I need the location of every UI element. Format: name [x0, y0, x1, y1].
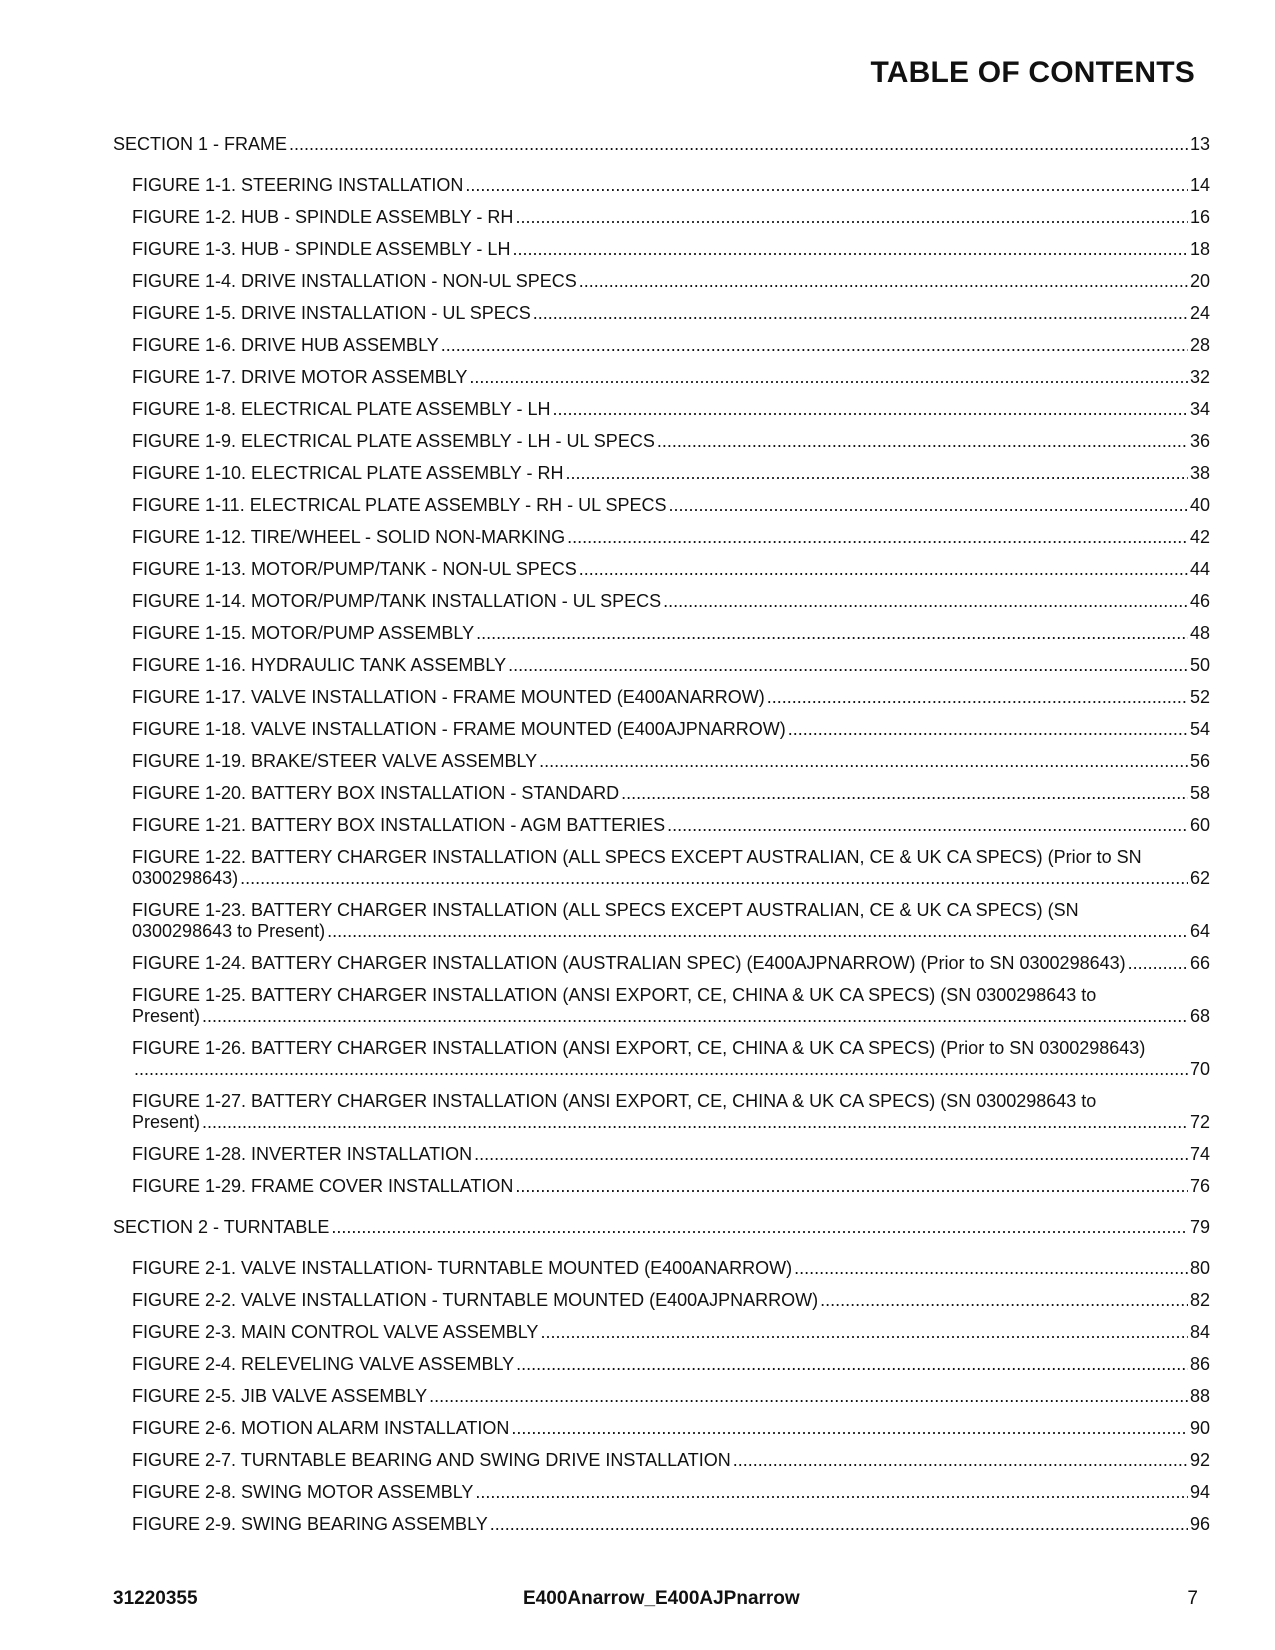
toc-page-number: 54 [1189, 719, 1210, 739]
toc-figure-entry[interactable] [132, 623, 1210, 644]
dot-leader [490, 1514, 1188, 1535]
toc-figure-entry[interactable] [132, 559, 1210, 580]
toc-entry-label: FIGURE 1-24. BATTERY CHARGER INSTALLATION (AUSTRALIAN SPEC) (E400AJPNARROW) (Prior to SN 0300298643) [132, 953, 1126, 973]
toc-figure-entry[interactable] [132, 431, 1210, 452]
toc-figure-entry[interactable] [132, 687, 1210, 708]
toc-entry-label: FIGURE 1-20. BATTERY BOX INSTALLATION - STANDARD [132, 783, 620, 803]
toc-entry-row[interactable] [132, 1418, 1210, 1439]
dot-leader [441, 335, 1188, 356]
toc-page-number: 56 [1189, 751, 1210, 771]
toc-page-number: 94 [1189, 1482, 1210, 1502]
toc-page-number: 92 [1189, 1450, 1210, 1470]
dot-leader [511, 1418, 1188, 1439]
toc-entry-label: FIGURE 1-3. HUB - SPINDLE ASSEMBLY - LH [132, 239, 511, 259]
dot-leader [667, 815, 1188, 836]
toc-figure-entry[interactable] [132, 1258, 1210, 1279]
toc-entry-row[interactable] [132, 1258, 1210, 1279]
toc-page-number: 50 [1189, 655, 1210, 675]
toc-entry-label: FIGURE 1-4. DRIVE INSTALLATION - NON-UL SPECS [132, 271, 577, 291]
footer-page-number: 7 [1187, 1588, 1198, 1609]
toc-figure-entry[interactable] [132, 495, 1210, 516]
toc-entry-label: FIGURE 1-6. DRIVE HUB ASSEMBLY [132, 335, 439, 355]
toc-entry-row[interactable] [132, 868, 1210, 889]
dot-leader [202, 1006, 1188, 1027]
toc-page-number: 74 [1189, 1144, 1210, 1164]
toc-entry-label: 0300298643) [132, 868, 239, 888]
toc-figure-entry[interactable] [132, 303, 1210, 324]
toc-entry-label: FIGURE 1-8. ELECTRICAL PLATE ASSEMBLY - LH [132, 399, 551, 419]
toc-entry-row[interactable] [132, 335, 1210, 356]
toc-entry-row[interactable] [132, 175, 1210, 196]
toc-entry-line: FIGURE 1-27. BATTERY CHARGER INSTALLATION (ANSI EXPORT, CE, CHINA & UK CA SPECS) (SN 0300298643 to [132, 1091, 1097, 1111]
toc-entry-row[interactable] [132, 1112, 1210, 1133]
dot-leader [515, 1176, 1188, 1197]
toc-figure-entry[interactable] [132, 783, 1210, 804]
dot-leader [733, 1450, 1188, 1471]
toc-page-number: 60 [1189, 815, 1210, 835]
toc-page-number: 13 [1189, 134, 1210, 154]
dot-leader [533, 303, 1188, 324]
toc-entry-row[interactable] [132, 783, 1210, 804]
toc-figure-entry[interactable] [132, 591, 1210, 612]
toc-section-entry[interactable] [113, 1217, 1210, 1238]
toc-page-number: 76 [1189, 1176, 1210, 1196]
toc-entry-label: FIGURE 2-7. TURNTABLE BEARING AND SWING DRIVE INSTALLATION [132, 1450, 731, 1470]
dot-leader [540, 1322, 1188, 1343]
toc-entry-row[interactable] [132, 271, 1210, 292]
dot-leader [579, 271, 1188, 292]
toc-page-number: 84 [1189, 1322, 1210, 1342]
toc-entry-label: FIGURE 1-10. ELECTRICAL PLATE ASSEMBLY - RH [132, 463, 564, 483]
toc-page-number: 32 [1189, 367, 1210, 387]
toc-page-number: 24 [1189, 303, 1210, 323]
toc-entry-row[interactable] [113, 134, 1210, 155]
toc-figure-entry[interactable] [132, 655, 1210, 676]
dot-leader [565, 463, 1188, 484]
toc-entry-label: FIGURE 1-19. BRAKE/STEER VALVE ASSEMBLY [132, 751, 538, 771]
toc-figure-entry[interactable] [132, 1386, 1210, 1407]
toc-entry-row[interactable] [132, 1450, 1210, 1471]
dot-leader [552, 399, 1188, 420]
dot-leader [663, 591, 1188, 612]
toc-entry-row[interactable] [132, 1386, 1210, 1407]
dot-leader [134, 1059, 1188, 1080]
toc-page-number: 86 [1189, 1354, 1210, 1374]
toc-entry-label: FIGURE 1-15. MOTOR/PUMP ASSEMBLY [132, 623, 475, 643]
toc-entry-label: FIGURE 1-18. VALVE INSTALLATION - FRAME MOUNTED (E400AJPNARROW) [132, 719, 786, 739]
toc-page-number: 28 [1189, 335, 1210, 355]
dot-leader [539, 751, 1188, 772]
toc-figure-entry[interactable] [132, 1091, 1210, 1133]
dot-leader [621, 783, 1188, 804]
toc-figure-entry[interactable] [132, 239, 1210, 260]
page-title: TABLE OF CONTENTS [870, 56, 1195, 89]
dot-leader [820, 1290, 1188, 1311]
toc-entry-row[interactable] [132, 207, 1210, 228]
toc-entry-label: FIGURE 1-17. VALVE INSTALLATION - FRAME MOUNTED (E400ANARROW) [132, 687, 765, 707]
dot-leader [289, 134, 1188, 155]
toc-entry-label: FIGURE 1-28. INVERTER INSTALLATION [132, 1144, 473, 1164]
toc-entry-label: FIGURE 2-2. VALVE INSTALLATION - TURNTABLE MOUNTED (E400AJPNARROW) [132, 1290, 819, 1310]
dot-leader [512, 239, 1188, 260]
toc-entry-label: FIGURE 1-29. FRAME COVER INSTALLATION [132, 1176, 514, 1196]
toc-figure-entry[interactable] [132, 719, 1210, 740]
toc-page-number: 16 [1189, 207, 1210, 227]
toc-entry-row[interactable] [132, 1354, 1210, 1375]
toc-figure-entry[interactable] [132, 175, 1210, 196]
dot-leader [240, 868, 1188, 889]
toc-figure-entry[interactable] [132, 815, 1210, 836]
dot-leader [794, 1258, 1188, 1279]
toc-entry-label: FIGURE 1-12. TIRE/WHEEL - SOLID NON-MARKING [132, 527, 566, 547]
dot-leader [1128, 953, 1188, 974]
toc-entry-label: FIGURE 1-5. DRIVE INSTALLATION - UL SPECS [132, 303, 531, 323]
toc-entry-label: 0300298643 to Present) [132, 921, 326, 941]
toc-entry-row[interactable] [132, 921, 1210, 942]
toc-figure-entry[interactable] [132, 367, 1210, 388]
toc-page-number: 62 [1189, 868, 1210, 888]
toc-page-number: 42 [1189, 527, 1210, 547]
toc-page-number: 64 [1189, 921, 1210, 941]
dot-leader [515, 207, 1188, 228]
toc-entry-row[interactable] [113, 1217, 1210, 1238]
dot-leader [508, 655, 1188, 676]
toc-entry-label: FIGURE 2-8. SWING MOTOR ASSEMBLY [132, 1482, 474, 1502]
toc-entry-label: FIGURE 1-13. MOTOR/PUMP/TANK - NON-UL SPECS [132, 559, 577, 579]
toc-page-number: 79 [1189, 1217, 1210, 1237]
toc-entry-row[interactable] [132, 655, 1210, 676]
toc-entry-row[interactable] [132, 751, 1210, 772]
toc-entry-label: FIGURE 1-7. DRIVE MOTOR ASSEMBLY [132, 367, 468, 387]
toc-figure-entry[interactable] [132, 985, 1210, 1027]
toc-page-number: 90 [1189, 1418, 1210, 1438]
dot-leader [657, 431, 1188, 452]
toc-figure-entry[interactable] [132, 207, 1210, 228]
toc-entry-row[interactable] [132, 399, 1210, 420]
toc-entry-row[interactable] [132, 559, 1210, 580]
toc-page-number: 40 [1189, 495, 1210, 515]
toc-entry-row[interactable] [132, 591, 1210, 612]
toc-entry-label: FIGURE 1-16. HYDRAULIC TANK ASSEMBLY [132, 655, 507, 675]
toc-entry-label: Present) [132, 1112, 201, 1132]
footer-doc-number: 31220355 [113, 1588, 198, 1609]
toc-figure-entry[interactable] [132, 1290, 1210, 1311]
toc-page-number: 46 [1189, 591, 1210, 611]
toc-entry-row[interactable] [132, 239, 1210, 260]
toc-page-number: 38 [1189, 463, 1210, 483]
toc-entry-label: FIGURE 1-11. ELECTRICAL PLATE ASSEMBLY - RH - UL SPECS [132, 495, 667, 515]
toc-page-number: 44 [1189, 559, 1210, 579]
toc-entry-row[interactable] [132, 495, 1210, 516]
toc-figure-entry[interactable] [132, 1322, 1210, 1343]
dot-leader [475, 1482, 1188, 1503]
toc-page-number: 82 [1189, 1290, 1210, 1310]
dot-leader [788, 719, 1188, 740]
dot-leader [579, 559, 1188, 580]
dot-leader [331, 1217, 1188, 1238]
toc-entry-row[interactable] [132, 1482, 1210, 1503]
toc-entry-label: FIGURE 1-9. ELECTRICAL PLATE ASSEMBLY - LH - UL SPECS [132, 431, 655, 451]
toc-entry-label: FIGURE 2-3. MAIN CONTROL VALVE ASSEMBLY [132, 1322, 539, 1342]
toc-figure-entry[interactable] [132, 271, 1210, 292]
toc-entry-label: Present) [132, 1006, 201, 1026]
toc-entry-line: FIGURE 1-22. BATTERY CHARGER INSTALLATION (ALL SPECS EXCEPT AUSTRALIAN, CE & UK CA SPECS) (Prior to SN [132, 847, 1142, 867]
toc-entry-row[interactable] [132, 303, 1210, 324]
toc-entry-row[interactable] [132, 623, 1210, 644]
toc-entry-line: FIGURE 1-26. BATTERY CHARGER INSTALLATION (ANSI EXPORT, CE, CHINA & UK CA SPECS) (Prior to SN 0300298643) [132, 1038, 1146, 1058]
dot-leader [476, 623, 1188, 644]
dot-leader [429, 1386, 1188, 1407]
dot-leader [669, 495, 1188, 516]
toc-entry-row[interactable] [132, 815, 1210, 836]
toc-page-number: 18 [1189, 239, 1210, 259]
toc-page-number: 52 [1189, 687, 1210, 707]
toc-entry-row[interactable] [132, 1144, 1210, 1165]
toc-page-number: 70 [1189, 1059, 1210, 1079]
toc-page-number: 96 [1189, 1514, 1210, 1534]
toc-page-number: 34 [1189, 399, 1210, 419]
toc-page-number: 80 [1189, 1258, 1210, 1278]
toc-list [113, 134, 1210, 1555]
toc-figure-entry[interactable] [132, 1144, 1210, 1165]
dot-leader [327, 921, 1188, 942]
dot-leader [767, 687, 1188, 708]
toc-entry-label: FIGURE 2-5. JIB VALVE ASSEMBLY [132, 1386, 428, 1406]
toc-page-number: 58 [1189, 783, 1210, 803]
toc-entry-row[interactable] [132, 687, 1210, 708]
toc-entry-line: FIGURE 1-25. BATTERY CHARGER INSTALLATION (ANSI EXPORT, CE, CHINA & UK CA SPECS) (SN 0300298643 to [132, 985, 1097, 1005]
toc-figure-entry[interactable] [132, 953, 1210, 974]
toc-entry-label: FIGURE 2-1. VALVE INSTALLATION- TURNTABLE MOUNTED (E400ANARROW) [132, 1258, 793, 1278]
toc-entry-row[interactable] [132, 1290, 1210, 1311]
dot-leader [567, 527, 1188, 548]
toc-figure-entry[interactable] [132, 1514, 1210, 1535]
toc-figure-entry[interactable] [132, 1354, 1210, 1375]
toc-figure-entry[interactable] [132, 1482, 1210, 1503]
toc-figure-entry[interactable] [132, 1038, 1210, 1080]
toc-entry-row[interactable] [132, 1176, 1210, 1197]
toc-figure-entry[interactable] [132, 1176, 1210, 1197]
toc-figure-entry[interactable] [132, 463, 1210, 484]
toc-entry-row[interactable] [132, 1006, 1210, 1027]
toc-entry-row[interactable] [132, 527, 1210, 548]
toc-entry-label: FIGURE 2-6. MOTION ALARM INSTALLATION [132, 1418, 510, 1438]
toc-page-number: 48 [1189, 623, 1210, 643]
toc-entry-label: FIGURE 2-4. RELEVELING VALVE ASSEMBLY [132, 1354, 515, 1374]
toc-entry-label: FIGURE 1-21. BATTERY BOX INSTALLATION - AGM BATTERIES [132, 815, 666, 835]
toc-entry-label: SECTION 1 - FRAME [113, 134, 288, 154]
toc-entry-row[interactable] [132, 1322, 1210, 1343]
toc-entry-label: FIGURE 1-14. MOTOR/PUMP/TANK INSTALLATION - UL SPECS [132, 591, 662, 611]
toc-page-number: 72 [1189, 1112, 1210, 1132]
toc-page-number: 88 [1189, 1386, 1210, 1406]
toc-figure-entry[interactable] [132, 900, 1210, 942]
toc-entry-row[interactable] [132, 1514, 1210, 1535]
toc-figure-entry[interactable] [132, 399, 1210, 420]
dot-leader [474, 1144, 1188, 1165]
dot-leader [469, 367, 1188, 388]
toc-entry-row[interactable] [132, 367, 1210, 388]
toc-figure-entry[interactable] [132, 1418, 1210, 1439]
toc-entry-row[interactable] [132, 1059, 1210, 1080]
toc-figure-entry[interactable] [132, 527, 1210, 548]
page-footer [113, 1588, 1210, 1612]
toc-section-entry[interactable] [113, 134, 1210, 155]
toc-entry-label: FIGURE 1-1. STEERING INSTALLATION [132, 175, 464, 195]
toc-page-number: 20 [1189, 271, 1210, 291]
toc-entry-line: FIGURE 1-23. BATTERY CHARGER INSTALLATION (ALL SPECS EXCEPT AUSTRALIAN, CE & UK CA SPECS) (SN [132, 900, 1079, 920]
footer-model: E400Anarrow_E400AJPnarrow [523, 1588, 800, 1609]
toc-page-number: 68 [1189, 1006, 1210, 1026]
toc-figure-entry[interactable] [132, 751, 1210, 772]
toc-entry-label: SECTION 2 - TURNTABLE [113, 1217, 330, 1237]
toc-page-number: 36 [1189, 431, 1210, 451]
toc-entry-row[interactable] [132, 719, 1210, 740]
toc-figure-entry[interactable] [132, 1450, 1210, 1471]
toc-entry-row[interactable] [132, 463, 1210, 484]
toc-entry-label: FIGURE 2-9. SWING BEARING ASSEMBLY [132, 1514, 488, 1534]
toc-page-number: 14 [1189, 175, 1210, 195]
toc-entry-row[interactable] [132, 953, 1210, 974]
toc-page-number: 66 [1189, 953, 1210, 973]
toc-figure-entry[interactable] [132, 335, 1210, 356]
toc-entry-label: FIGURE 1-2. HUB - SPINDLE ASSEMBLY - RH [132, 207, 514, 227]
dot-leader [465, 175, 1188, 196]
dot-leader [516, 1354, 1188, 1375]
dot-leader [202, 1112, 1188, 1133]
toc-figure-entry[interactable] [132, 847, 1210, 889]
toc-entry-row[interactable] [132, 431, 1210, 452]
